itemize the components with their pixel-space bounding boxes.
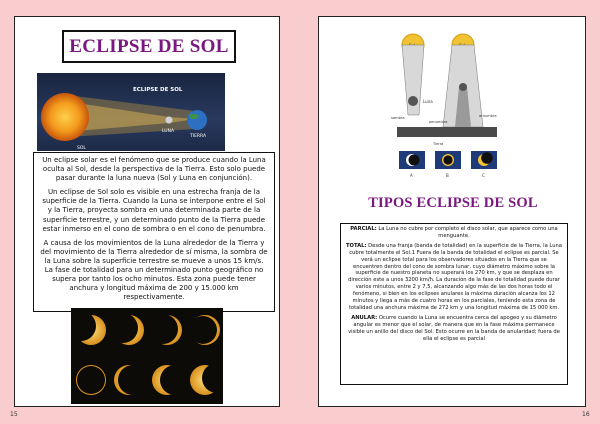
parcial-label: PARCIAL: (350, 226, 377, 232)
right-page (318, 16, 586, 407)
anular-paragraph (346, 315, 562, 343)
paragraph-2: Un eclipse de Sol solo es visible en una estrecha franja de la superficie de la Tierra. Cuando la Luna se interpone entre el Sol y la Tierra, proyecta sombra en una determinada parte de la superficie terrestre, y un determinado punto de la Tierra puede estar inmerso en el cono de sombra o en el cono de penumbra. (42, 188, 266, 233)
page-title: ECLIPSE DE SOL (69, 35, 229, 57)
marker-a: A (410, 173, 413, 178)
paragraph-3: A causa de los movimientos de la Luna alrededor de la Tierra y del movimiento de la Tierra alrededor de sí misma, la sombra de la Luna sobre la superficie terrestre se mueve a unos 15 km/s. La fase de totalidad para un determinado punto geográfico no supera por tanto los ocho minutos. Esta zona puede tener anchura y longitud máxima de 200 y 15.000 km respectivamente. (40, 238, 268, 302)
eclipse-types-diagram (389, 27, 513, 197)
eclipse-types-box (340, 223, 568, 385)
eclipse-phases-photo (71, 308, 223, 404)
marker-b: B (446, 173, 449, 178)
paragraph-1: Un eclipse solar es el fenómeno que se produce cuando la Luna oculta al Sol, desde la perspectiva de la Tierra. Esto solo puede pasar durante la luna nueva (Sol y Luna en conjunción). (42, 156, 266, 183)
phase-row-top (71, 311, 220, 345)
total-label: TOTAL: (346, 242, 367, 249)
sun-shape (41, 93, 89, 141)
label-sombra: sombra (391, 116, 405, 120)
phase-row-bottom (76, 363, 223, 395)
anular-text: Ocurre cuando la Luna se encuentra cerca del apogeo y su diámetro angular es menor que el solar, de manera que en la fase máxima permanece visible un anillo del disco del Sol. Esto ocurre en la banda de anularidad; fuera de ella el eclipse es parcial (348, 314, 560, 342)
total-text: Desde una franja (banda de totalidad) en la superficie de la Tierra, la Luna cubre totalmente el Sol.1 Fuera de la banda de totalidad el eclipse es parcial. Se verá un eclipse total para los observadores situados en la Tierra que se encuentren dentro del cono de sombra lunar, cuyo diámetro máximo sobre la superficie de nuestro planeta no superará los 270 km, y que se desplaza en dirección este a unos 3200 km/h. La duración de la fase de totalidad puede durar varios minutos, entre 2 y 7,5, alcanzando algo más de las dos horas todo el fenómeno, si bien en los eclipses anulares la máxima duración alcanza los 12 minutos y llega a más de cuatro horas en los parciales, teniendo esta zona de totalidad una anchura máxima de 272 km y una longitud máxima de 15 000 km. (348, 242, 562, 311)
page-number-left: 15 (10, 411, 18, 418)
earth-surface (397, 127, 497, 137)
earth-shape (187, 110, 207, 130)
parcial-paragraph (346, 226, 562, 240)
page-title-box (62, 30, 236, 63)
parcial-text: La Luna no cubre por completo el disco solar, que aparece como una menguante. (376, 226, 558, 239)
label-luna: Luna (423, 99, 433, 104)
left-page (14, 16, 280, 407)
label-sol: SOL (77, 146, 86, 151)
marker-c: C (482, 173, 485, 178)
eclipse-description-box (33, 152, 275, 312)
moon-shape (166, 117, 173, 124)
diagram-heading: ECLIPSE DE SOL (133, 87, 183, 93)
section-subtitle: TIPOS ECLIPSE DE SOL (368, 195, 538, 211)
label-luna: LUNA (162, 129, 175, 134)
total-paragraph (346, 243, 562, 312)
eclipse-diagram-svg (37, 73, 225, 151)
eclipse-diagram-image (37, 73, 225, 151)
anular-label: ANULAR: (351, 314, 378, 321)
label-tierra: Tierra (433, 142, 444, 146)
label-penumbra: penumbra (429, 120, 448, 124)
label-antumbra: antumbra (479, 114, 497, 118)
page-number-right: 16 (582, 411, 590, 418)
label-tierra: TIERRA (190, 134, 207, 139)
